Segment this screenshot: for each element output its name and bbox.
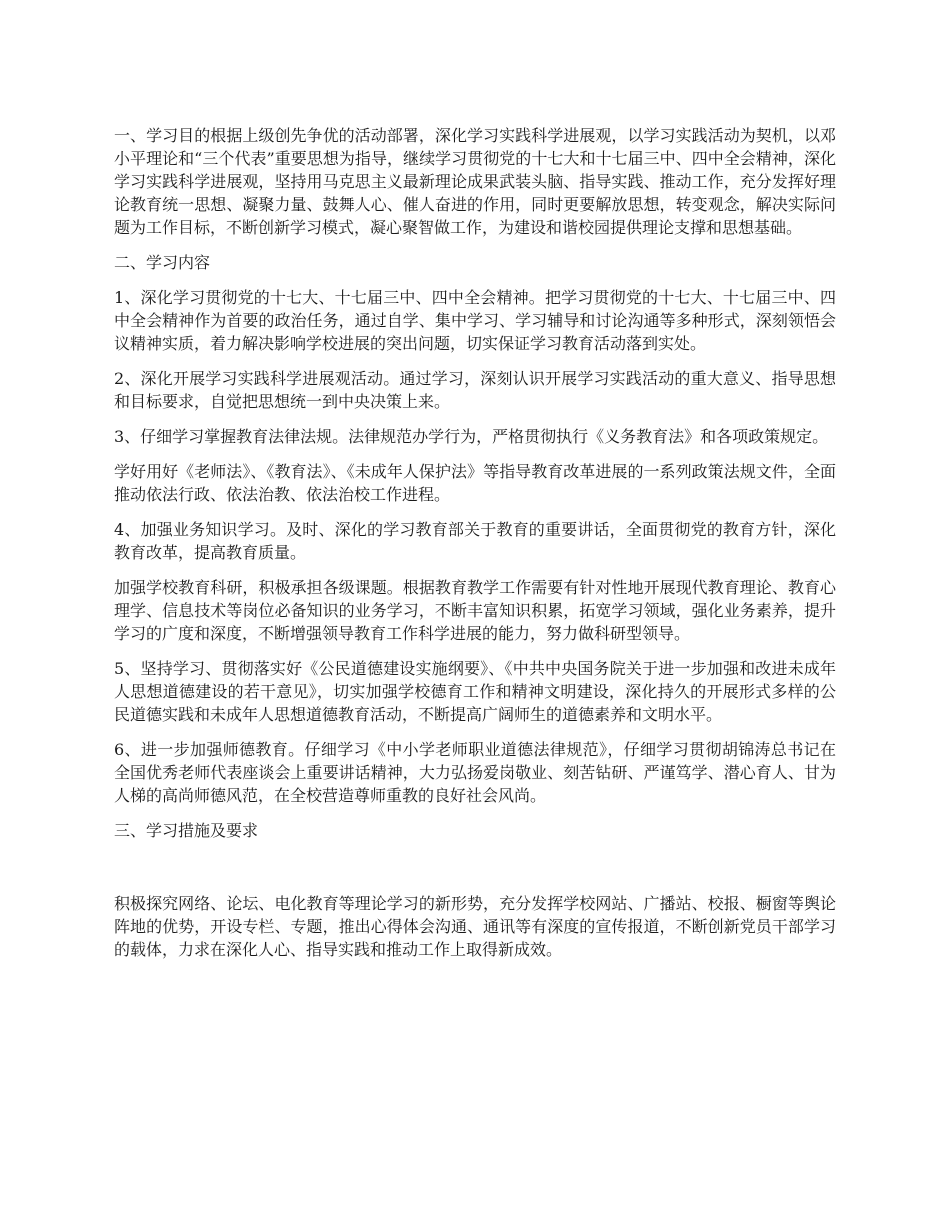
paragraph-item-3: 3、仔细学习掌握教育法律法规。法律规范办学行为，严格贯彻执行《义务教育法》和各项政策规定。 bbox=[114, 427, 829, 446]
paragraph-item-5: 5、坚持学习、贯彻落实好《公民道德建设实施纲要》、《中共中央国务院关于进一步加强和改进未成年人思想道德建设的若干意见》，切实加强学校德育工作和精神文明建设，深化持久的开展形式多样的公民道德实践和未成年人思想道德教育活动，不断提高广阔师生的道德素养和文明水平。 bbox=[114, 659, 836, 724]
blank-spacer bbox=[114, 854, 836, 892]
section-heading-measures: 三、学习措施及要求 bbox=[114, 821, 259, 840]
paragraph-item-4: 4、加强业务知识学习。及时、深化的学习教育部关于教育的重要讲话，全面贯彻党的教育方针，深化教育改革，提高教育质量。 bbox=[114, 520, 836, 562]
paragraph-item-6: 6、进一步加强师德教育。仔细学习《中小学老师职业道德法律规范》，仔细学习贯彻胡锦涛总书记在全国优秀老师代表座谈会上重要讲话精神，大力弘扬爱岗敬业、刻苦钻研、严谨笃学、潜心育人、甘为人梯的高尚师德风范，在全校营造尊师重教的良好社会风尚。 bbox=[114, 740, 836, 805]
paragraph-item-3-detail: 学好用好《老师法》、《教育法》、《未成年人保护法》等指导教育改革进展的一系列政策法规文件，全面推动依法行政、依法治教、依法治校工作进程。 bbox=[114, 462, 836, 504]
paragraph-item-2: 2、深化开展学习实践科学进展观活动。通过学习，深刻认识开展学习实践活动的重大意义、指导思想和目标要求，自觉把思想统一到中央决策上来。 bbox=[114, 369, 836, 411]
document-body bbox=[114, 124, 836, 973]
paragraph-item-1: 1、深化学习贯彻党的十七大、十七届三中、四中全会精神。把学习贯彻党的十七大、十七届三中、四中全会精神作为首要的政治任务，通过自学、集中学习、学习辅导和讨论沟通等多种形式，深刻领悟会议精神实质，着力解决影响学校进展的突出问题，切实保证学习教育活动落到实处。 bbox=[114, 288, 836, 353]
paragraph-learning-purpose: 一、学习目的根据上级创先争优的活动部署，深化学习实践科学进展观，以学习实践活动为契机，以邓小平理论和“三个代表”重要思想为指导，继续学习贯彻党的十七大和十七届三中、四中全会精神，深化学习实践科学进展观，坚持用马克思主义最新理论成果武装头脑、指导实践、推动工作，充分发挥好理论教育统一思想、凝聚力量、鼓舞人心、催人奋进的作用，同时更要解放思想，转变观念，解决实际问题为工作目标，不断创新学习模式，凝心聚智做工作，为建设和谐校园提供理论支撑和思想基础。 bbox=[114, 126, 836, 237]
paragraph-item-4-detail: 加强学校教育科研，积极承担各级课题。根据教育教学工作需要有针对性地开展现代教育理论、教育心理学、信息技术等岗位必备知识的业务学习，不断丰富知识积累，拓宽学习领域，强化业务素养，提升学习的广度和深度，不断增强领导教育工作科学进展的能力，努力做科研型领导。 bbox=[114, 578, 836, 643]
section-heading-learning-content: 二、学习内容 bbox=[114, 253, 211, 272]
paragraph-measures: 积极探究网络、论坛、电化教育等理论学习的新形势，充分发挥学校网站、广播站、校报、橱窗等舆论阵地的优势，开设专栏、专题，推出心得体会沟通、通讯等有深度的宣传报道，不断创新党员干部学习的载体，力求在深化人心、指导实践和推动工作上取得新成效。 bbox=[114, 894, 836, 959]
